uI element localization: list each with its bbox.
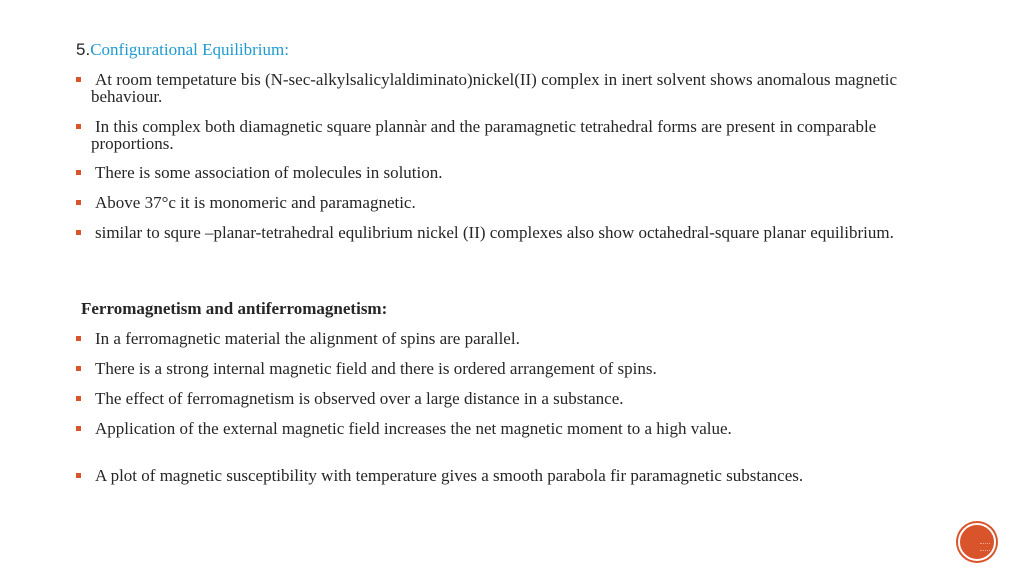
bullet-text: In this complex both diamagnetic square plannàr and the paramagnetic tetrahedral forms are present in comparable proportions. <box>91 117 877 153</box>
bullet-text: In a ferromagnetic material the alignment of spins are parallel. <box>95 329 520 348</box>
bullet-text: Above 37°c it is monomeric and paramagnetic. <box>95 193 416 212</box>
bullet-text: A plot of magnetic susceptibility with temperature gives a smooth parabola fir paramagnetic substances. <box>95 466 804 485</box>
section-title: Configurational Equilibrium: <box>90 40 289 59</box>
bullet-text: There is a strong internal magnetic field and there is ordered arrangement of spins. <box>95 359 657 378</box>
bullet-square-icon <box>76 77 81 82</box>
bullet-square-icon <box>76 396 81 401</box>
bullet-text: The effect of ferromagnetism is observed over a large distance in a substance. <box>95 389 624 408</box>
dots-icon <box>980 543 990 551</box>
section-number: 5. <box>76 40 91 59</box>
bullet-text: There is some association of molecules in solution. <box>95 163 443 182</box>
bullet-square-icon <box>76 366 81 371</box>
bullet-square-icon <box>76 200 81 205</box>
bullet-square-icon <box>76 426 81 431</box>
bullet-square-icon <box>76 336 81 341</box>
bullet-text: Application of the external magnetic field increases the net magnetic moment to a high value. <box>95 419 732 438</box>
bullet-text: similar to squre –planar-tetrahedral equlibrium nickel (II) complexes also show octahedral-square planar equilibrium. <box>95 223 894 242</box>
bullet-square-icon <box>76 170 81 175</box>
section-heading-ferromagnetism: Ferromagnetism and antiferromagnetism: <box>81 299 388 318</box>
section-heading-configurational <box>76 39 289 61</box>
slide-nav-circle-icon[interactable] <box>958 523 996 561</box>
bullet-square-icon <box>76 473 81 478</box>
bullet-square-icon <box>76 230 81 235</box>
bullet-text: At room tempetature bis (N-sec-alkylsalicylaldiminato)nickel(II) complex in inert solvent shows anomalous magnetic behaviour. <box>91 70 898 106</box>
bullet-square-icon <box>76 124 81 129</box>
